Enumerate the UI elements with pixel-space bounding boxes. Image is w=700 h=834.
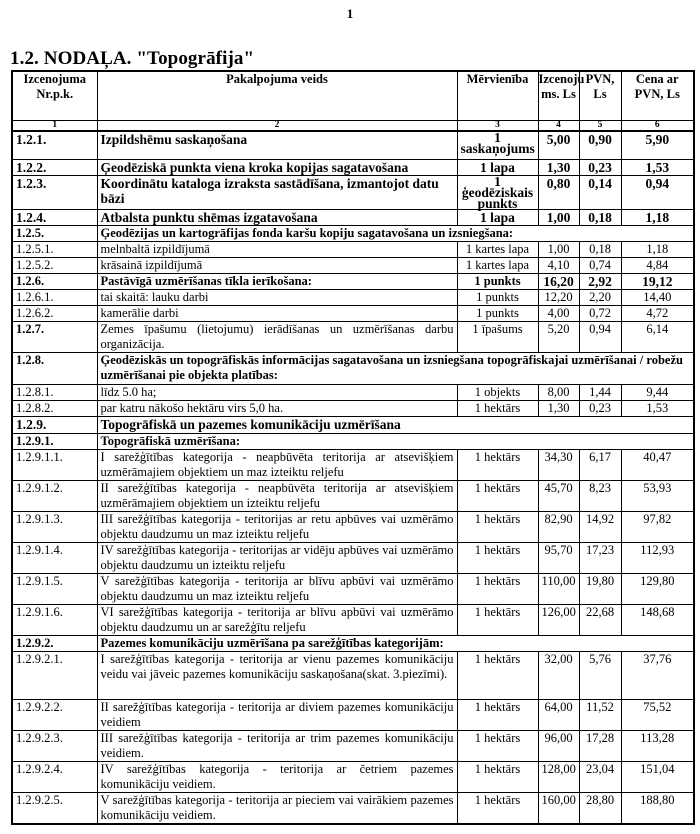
header-price: Izcenoju ms. Ls (538, 71, 579, 121)
row-description: Topogrāfiskā uzmērīšana: (97, 434, 694, 450)
row-price: 96,00 (538, 731, 579, 762)
row-description: Pastāvīgā uzmērīšanas tīkla ierīkošana: (97, 274, 457, 290)
table-row (12, 731, 694, 762)
row-vat: 11,52 (579, 700, 621, 731)
row-vat: 0,90 (579, 131, 621, 160)
header-row (12, 71, 694, 121)
row-unit: 1 īpašums (457, 322, 538, 353)
table-row-heading (12, 636, 694, 652)
row-price: 128,00 (538, 762, 579, 793)
row-price: 126,00 (538, 605, 579, 636)
table-row-heading (12, 226, 694, 242)
row-price: 12,20 (538, 290, 579, 306)
table-row (12, 160, 694, 176)
row-price: 5,20 (538, 322, 579, 353)
row-description: melnbaltā izpildījumā (97, 242, 457, 258)
row-id: 1.2.1. (12, 131, 97, 160)
row-vat: 23,04 (579, 762, 621, 793)
row-description: Topogrāfiskā un pazemes komunikāciju uzmērīšana (97, 417, 694, 434)
row-description: IV sarežģītības kategorija - teritorija ar četriem pazemes komunikāciju veidiem. (97, 762, 457, 793)
row-description: III sarežģītības kategorija - teritorija ar trim pazemes komunikāciju veidiem. (97, 731, 457, 762)
row-description: Ģeodēziskā punkta viena kroka kopijas sagatavošana (97, 160, 457, 176)
row-vat: 8,23 (579, 481, 621, 512)
row-total: 151,04 (621, 762, 694, 793)
row-description: Ģeodēzijas un kartogrāfijas fonda karšu kopiju sagatavošana un izsniegšana: (97, 226, 694, 242)
row-total: 1,53 (621, 401, 694, 417)
row-price: 5,00 (538, 131, 579, 160)
row-id: 1.2.8.1. (12, 385, 97, 401)
row-total: 6,14 (621, 322, 694, 353)
row-id: 1.2.6.2. (12, 306, 97, 322)
row-unit: 1 lapa (457, 210, 538, 226)
row-id: 1.2.4. (12, 210, 97, 226)
row-unit: 1 lapa (457, 160, 538, 176)
row-id: 1.2.9.2. (12, 636, 97, 652)
table-row-heading (12, 434, 694, 450)
row-unit: 1 hektārs (457, 605, 538, 636)
row-vat: 0,14 (579, 176, 621, 210)
row-unit: 1 ģeodēziskais punkts (457, 176, 538, 210)
row-price: 8,00 (538, 385, 579, 401)
row-description: I sarežģītības kategorija - neapbūvēta teritorija ar atsevišķiem uzmērāmajiem objektiem un maz izteiktu reljefu (97, 450, 457, 481)
row-total: 4,84 (621, 258, 694, 274)
row-id: 1.2.8.2. (12, 401, 97, 417)
row-description: Pazemes komunikāciju uzmērīšana pa sarežģītības kategorijām: (97, 636, 694, 652)
row-total: 14,40 (621, 290, 694, 306)
row-price: 1,00 (538, 210, 579, 226)
row-description: V sarežģītības kategorija - teritorija ar blīvu apbūvi vai uzmērāmo objektu daudzumu un maz izteiktu reljefu (97, 574, 457, 605)
table-row (12, 652, 694, 700)
row-vat: 2,92 (579, 274, 621, 290)
row-price: 32,00 (538, 652, 579, 700)
row-unit: 1 hektārs (457, 574, 538, 605)
row-total: 0,94 (621, 176, 694, 210)
row-vat: 0,74 (579, 258, 621, 274)
row-description: II sarežģītības kategorija - teritorija ar diviem pazemes komunikāciju veidiem (97, 700, 457, 731)
row-vat: 2,20 (579, 290, 621, 306)
row-total: 188,80 (621, 793, 694, 825)
row-unit: 1 saskaņojums (457, 131, 538, 160)
table-row (12, 176, 694, 210)
header-service-type: Pakalpojuma veids (97, 71, 457, 121)
row-unit: 1 hektārs (457, 543, 538, 574)
column-number: 3 (457, 121, 538, 132)
row-id: 1.2.9.1.4. (12, 543, 97, 574)
row-total: 9,44 (621, 385, 694, 401)
header-unit: Mērvienība (457, 71, 538, 121)
row-id: 1.2.9.2.3. (12, 731, 97, 762)
row-price: 16,20 (538, 274, 579, 290)
row-id: 1.2.6.1. (12, 290, 97, 306)
row-unit: 1 hektārs (457, 731, 538, 762)
row-total: 97,82 (621, 512, 694, 543)
table-row (12, 450, 694, 481)
table-row (12, 543, 694, 574)
row-total: 37,76 (621, 652, 694, 700)
row-price: 64,00 (538, 700, 579, 731)
row-price: 45,70 (538, 481, 579, 512)
row-description: tai skaitā: lauku darbi (97, 290, 457, 306)
row-description: I sarežģītības kategorija - teritorija ar vienu pazemes komunikāciju veidu vai jāveic pazemes komunikāciju saskaņošana(skat. 3.piezīmi). (97, 652, 457, 700)
row-vat: 14,92 (579, 512, 621, 543)
row-total: 148,68 (621, 605, 694, 636)
row-id: 1.2.7. (12, 322, 97, 353)
table-row (12, 700, 694, 731)
row-vat: 0,23 (579, 401, 621, 417)
row-description: Koordinātu kataloga izraksta sastādīšana, izmantojot datu bāzi (97, 176, 457, 210)
row-description: krāsainā izpildījumā (97, 258, 457, 274)
row-description: III sarežģītības kategorija - teritorijas ar retu apbūves vai uzmērāmo objektu daudzumu un maz izteiktu reljefu (97, 512, 457, 543)
row-price: 110,00 (538, 574, 579, 605)
row-total: 4,72 (621, 306, 694, 322)
row-id: 1.2.9.1.3. (12, 512, 97, 543)
row-description: Atbalsta punktu shēmas izgatavošana (97, 210, 457, 226)
header-total: Cena ar PVN, Ls (621, 71, 694, 121)
row-price: 4,00 (538, 306, 579, 322)
table-row (12, 401, 694, 417)
row-unit: 1 objekts (457, 385, 538, 401)
row-id: 1.2.8. (12, 353, 97, 385)
row-description: VI sarežģītības kategorija - teritorija ar blīvu apbūvi vai uzmērāmo objektu daudzumu un ar sarežģītu reljefu (97, 605, 457, 636)
row-price: 160,00 (538, 793, 579, 825)
row-description: par katru nākošo hektāru virs 5,0 ha. (97, 401, 457, 417)
row-description: kamerālie darbi (97, 306, 457, 322)
row-unit: 1 hektārs (457, 481, 538, 512)
row-id: 1.2.6. (12, 274, 97, 290)
row-total: 40,47 (621, 450, 694, 481)
row-id: 1.2.9.1. (12, 434, 97, 450)
row-description: Zemes īpašumu (lietojumu) ierādīšanas un uzmērīšanas darbu organizācija. (97, 322, 457, 353)
row-id: 1.2.5.2. (12, 258, 97, 274)
row-vat: 28,80 (579, 793, 621, 825)
table-row (12, 210, 694, 226)
column-number: 5 (579, 121, 621, 132)
row-vat: 0,23 (579, 160, 621, 176)
column-number: 2 (97, 121, 457, 132)
header-vat: PVN, Ls (579, 71, 621, 121)
row-unit: 1 hektārs (457, 652, 538, 700)
column-number: 1 (12, 121, 97, 132)
row-vat: 1,44 (579, 385, 621, 401)
row-vat: 0,72 (579, 306, 621, 322)
table-row (12, 385, 694, 401)
row-id: 1.2.9.1.5. (12, 574, 97, 605)
section-title: 1.2. NODAĻA. "Topogrāfija" (10, 48, 255, 69)
row-price: 1,30 (538, 160, 579, 176)
row-unit: 1 hektārs (457, 793, 538, 825)
row-vat: 0,18 (579, 242, 621, 258)
row-total: 112,93 (621, 543, 694, 574)
row-total: 53,93 (621, 481, 694, 512)
row-unit: 1 hektārs (457, 512, 538, 543)
table-row (12, 274, 694, 290)
row-id: 1.2.9.1.6. (12, 605, 97, 636)
row-price: 1,00 (538, 242, 579, 258)
row-id: 1.2.9.2.4. (12, 762, 97, 793)
row-total: 5,90 (621, 131, 694, 160)
row-vat: 0,94 (579, 322, 621, 353)
row-id: 1.2.9.2.2. (12, 700, 97, 731)
row-id: 1.2.5.1. (12, 242, 97, 258)
row-unit: 1 kartes lapa (457, 258, 538, 274)
row-unit: 1 hektārs (457, 401, 538, 417)
row-id: 1.2.5. (12, 226, 97, 242)
row-description: II sarežģītības kategorija - neapbūvēta teritorija ar atsevišķiem uzmērāmajiem objektiem un izteiktu reljefu (97, 481, 457, 512)
row-vat: 5,76 (579, 652, 621, 700)
header-item-number: Izcenojuma Nr.p.k. (12, 71, 97, 121)
table-row (12, 762, 694, 793)
row-price: 4,10 (538, 258, 579, 274)
row-description: līdz 5.0 ha; (97, 385, 457, 401)
row-vat: 17,23 (579, 543, 621, 574)
column-number-row (12, 121, 694, 132)
row-price: 95,70 (538, 543, 579, 574)
column-number: 4 (538, 121, 579, 132)
row-total: 75,52 (621, 700, 694, 731)
price-table (11, 70, 695, 825)
table-row (12, 242, 694, 258)
row-total: 1,53 (621, 160, 694, 176)
row-description: IV sarežģītības kategorija - teritorijas ar vidēju apbūves vai uzmērāmo objektu daudzumu un izteiktu reljefu (97, 543, 457, 574)
row-id: 1.2.9.1.2. (12, 481, 97, 512)
row-unit: 1 kartes lapa (457, 242, 538, 258)
row-unit: 1 hektārs (457, 762, 538, 793)
table-row-heading (12, 353, 694, 385)
row-id: 1.2.9.1.1. (12, 450, 97, 481)
table-row (12, 290, 694, 306)
row-id: 1.2.3. (12, 176, 97, 210)
row-id: 1.2.9. (12, 417, 97, 434)
table-row-heading (12, 417, 694, 434)
row-total: 113,28 (621, 731, 694, 762)
row-total: 129,80 (621, 574, 694, 605)
row-unit: 1 hektārs (457, 700, 538, 731)
row-unit: 1 hektārs (457, 450, 538, 481)
row-id: 1.2.2. (12, 160, 97, 176)
table-row (12, 512, 694, 543)
table-row (12, 574, 694, 605)
row-price: 1,30 (538, 401, 579, 417)
row-unit: 1 punkts (457, 290, 538, 306)
row-price: 34,30 (538, 450, 579, 481)
row-total: 19,12 (621, 274, 694, 290)
row-vat: 19,80 (579, 574, 621, 605)
column-number: 6 (621, 121, 694, 132)
row-total: 1,18 (621, 210, 694, 226)
table-row (12, 306, 694, 322)
row-total: 1,18 (621, 242, 694, 258)
table-row (12, 258, 694, 274)
table-row (12, 793, 694, 825)
row-price: 82,90 (538, 512, 579, 543)
row-vat: 0,18 (579, 210, 621, 226)
row-price: 0,80 (538, 176, 579, 210)
table-row (12, 131, 694, 160)
table-row (12, 322, 694, 353)
row-id: 1.2.9.2.1. (12, 652, 97, 700)
page-number: 1 (346, 6, 354, 21)
table-row (12, 605, 694, 636)
row-description: Ģeodēziskās un topogrāfiskās informācijas sagatavošana un izsniegšana topogrāfiskajai uzmērīšanai / robežu uzmērīšanai pie objekta platības: (97, 353, 694, 385)
row-description: V sarežģītības kategorija - teritorija ar pieciem vai vairākiem pazemes komunikāciju veidiem. (97, 793, 457, 825)
row-vat: 6,17 (579, 450, 621, 481)
row-vat: 17,28 (579, 731, 621, 762)
row-vat: 22,68 (579, 605, 621, 636)
row-unit: 1 punkts (457, 306, 538, 322)
row-description: Izpildshēmu saskaņošana (97, 131, 457, 160)
table-row (12, 481, 694, 512)
row-unit: 1 punkts (457, 274, 538, 290)
row-id: 1.2.9.2.5. (12, 793, 97, 825)
